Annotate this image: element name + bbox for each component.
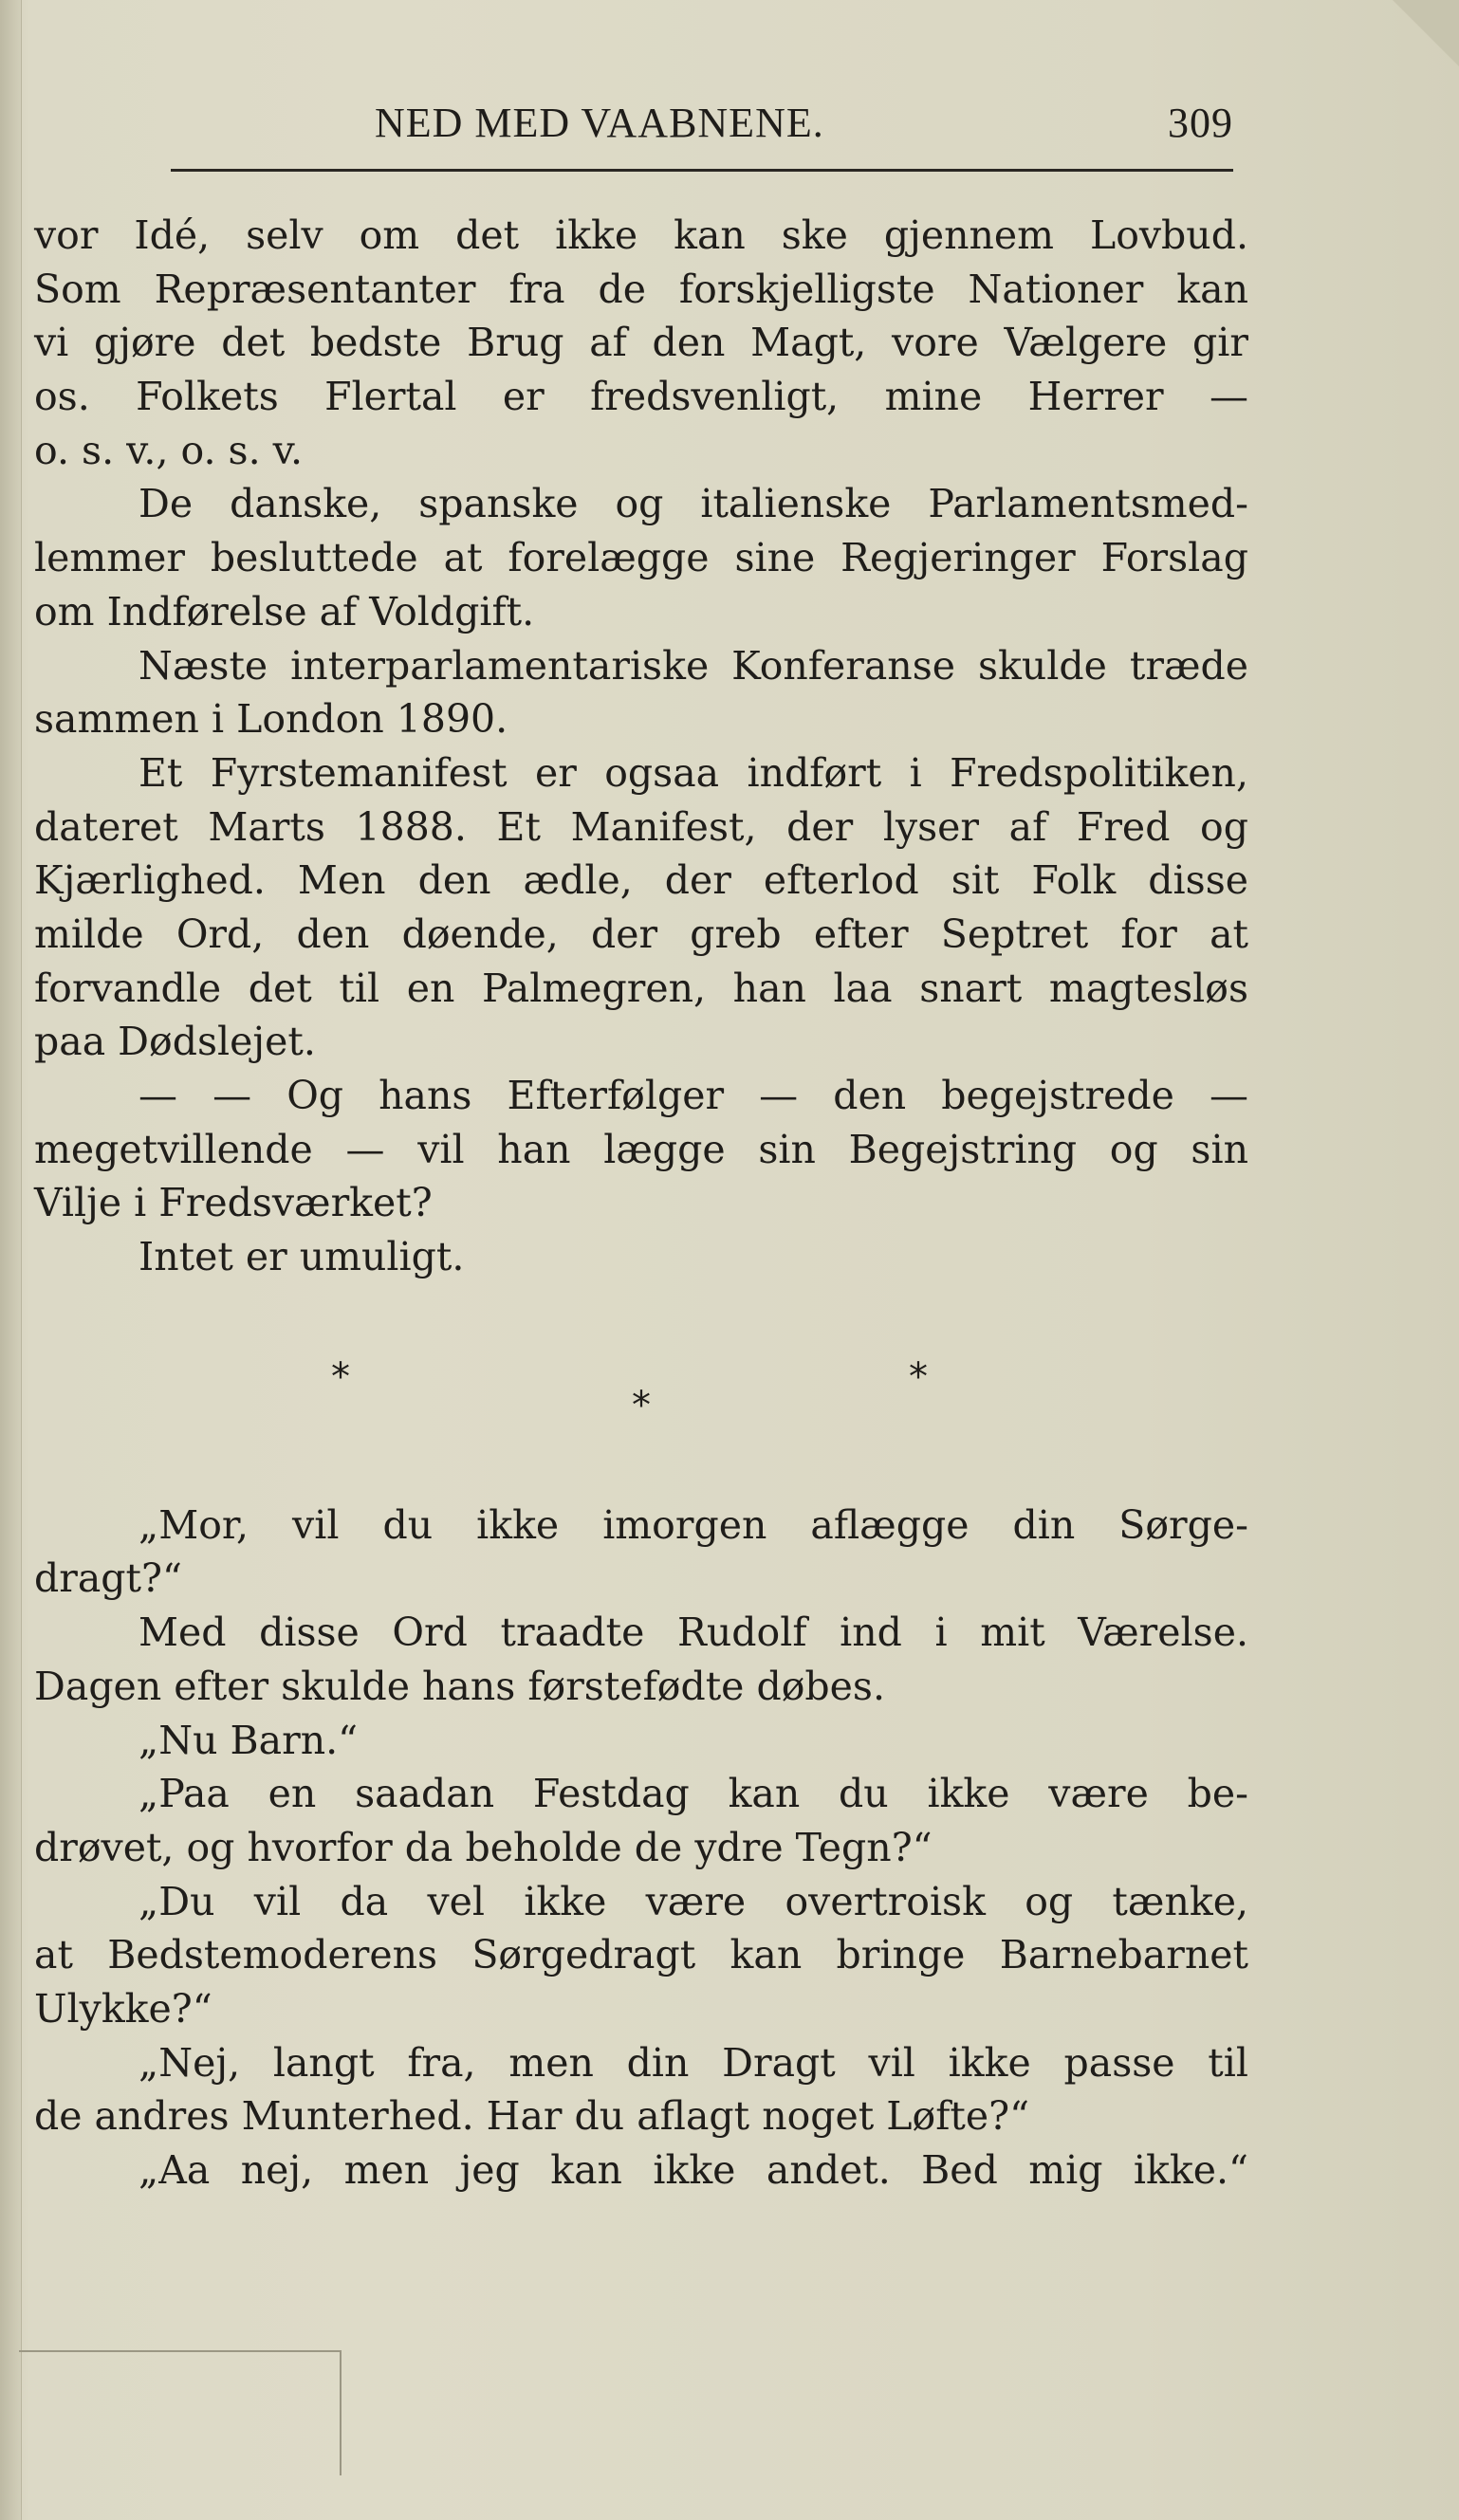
- page-number: 309: [1168, 100, 1233, 146]
- text-line: vor Idé, selv om det ikke kan ske gjennem Lovbud.: [34, 212, 1248, 258]
- running-title: NED MED VAABNENE.: [375, 100, 824, 146]
- asterisk: *: [909, 1354, 928, 1399]
- text-line: Kjærlighed. Men den ædle, der efterlod sit Folk disse: [34, 857, 1248, 904]
- text-line: — — Og hans Efterfølger — den begejstrede —: [139, 1073, 1248, 1118]
- text-line: Intet er umuligt.: [139, 1234, 465, 1280]
- text-line: Næste interparlamentariske Konferanse skulde træde: [139, 642, 1248, 689]
- text-line: „Du vil da vel ikke være overtroisk og tænke,: [139, 1878, 1248, 1924]
- text-line: at Bedstemoderens Sørgedragt kan bringe Barnebarnet: [34, 1932, 1248, 1978]
- text-line: vi gjøre det bedste Brug af den Magt, vore Vælgere gir: [34, 320, 1248, 366]
- text-line: megetvillende — vil han lægge sin Begejstring og sin: [34, 1126, 1248, 1172]
- text-line: „Mor, vil du ikke imorgen aflægge din Sørge-: [139, 1501, 1248, 1548]
- text-line: milde Ord, den døende, der greb efter Septret for at: [34, 911, 1248, 957]
- text-line: Ulykke?“: [34, 1985, 212, 2032]
- text-line: dragt?“: [34, 1555, 182, 1602]
- text-line: Et Fyrstemanifest er ogsaa indført i Fredspolitiken,: [139, 749, 1248, 796]
- page-gutter: [0, 0, 22, 2520]
- text-line: „Paa en saadan Festdag kan du ikke være be-: [139, 1771, 1248, 1817]
- text-line: „Nej, langt fra, men din Dragt vil ikke passe til: [139, 2039, 1248, 2086]
- text-line: os. Folkets Flertal er fredsvenligt, mine Herrer —: [34, 374, 1248, 420]
- text-line: Med disse Ord traadte Rudolf ind i mit Værelse.: [139, 1609, 1248, 1656]
- text-line: de andres Munterhed. Har du aflagt noget Løfte?“: [34, 2093, 1030, 2140]
- text-line: Vilje i Fredsværket?: [34, 1180, 433, 1226]
- header-rule: [171, 169, 1233, 172]
- text-line: lemmer besluttede at forelægge sine Regjeringer Forslag: [34, 535, 1248, 581]
- text-line: forvandle det til en Palmegren, han laa snart magtesløs: [34, 965, 1248, 1011]
- text-line: dateret Marts 1888. Et Manifest, der lyser af Fred og: [34, 803, 1248, 850]
- text-line: o. s. v., o. s. v.: [34, 427, 303, 473]
- asterisk: *: [331, 1354, 350, 1399]
- asterisk: *: [632, 1383, 651, 1427]
- text-line: sammen i London 1890.: [34, 696, 508, 743]
- library-stamp-frame: [19, 2350, 342, 2475]
- page-corner: [1393, 0, 1459, 66]
- text-line: paa Dødslejet.: [34, 1019, 316, 1065]
- text-line: „Nu Barn.“: [139, 1717, 359, 1763]
- running-head: [375, 95, 1233, 152]
- text-line: „Aa nej, men jeg kan ikke andet. Bed mig ikke.“: [139, 2147, 1248, 2193]
- text-line: drøvet, og hvorfor da beholde de ydre Tegn?“: [34, 1824, 933, 1870]
- text-line: om Indførelse af Voldgift.: [34, 588, 535, 635]
- text-line: Dagen efter skulde hans førstefødte døbes.: [34, 1663, 885, 1709]
- body-text: [34, 209, 1248, 2198]
- text-line: De danske, spanske og italienske Parlamentsmed-: [139, 481, 1248, 527]
- text-line: Som Repræsentanter fra de forskjelligste Nationer kan: [34, 266, 1248, 312]
- section-break: [34, 1284, 1248, 1499]
